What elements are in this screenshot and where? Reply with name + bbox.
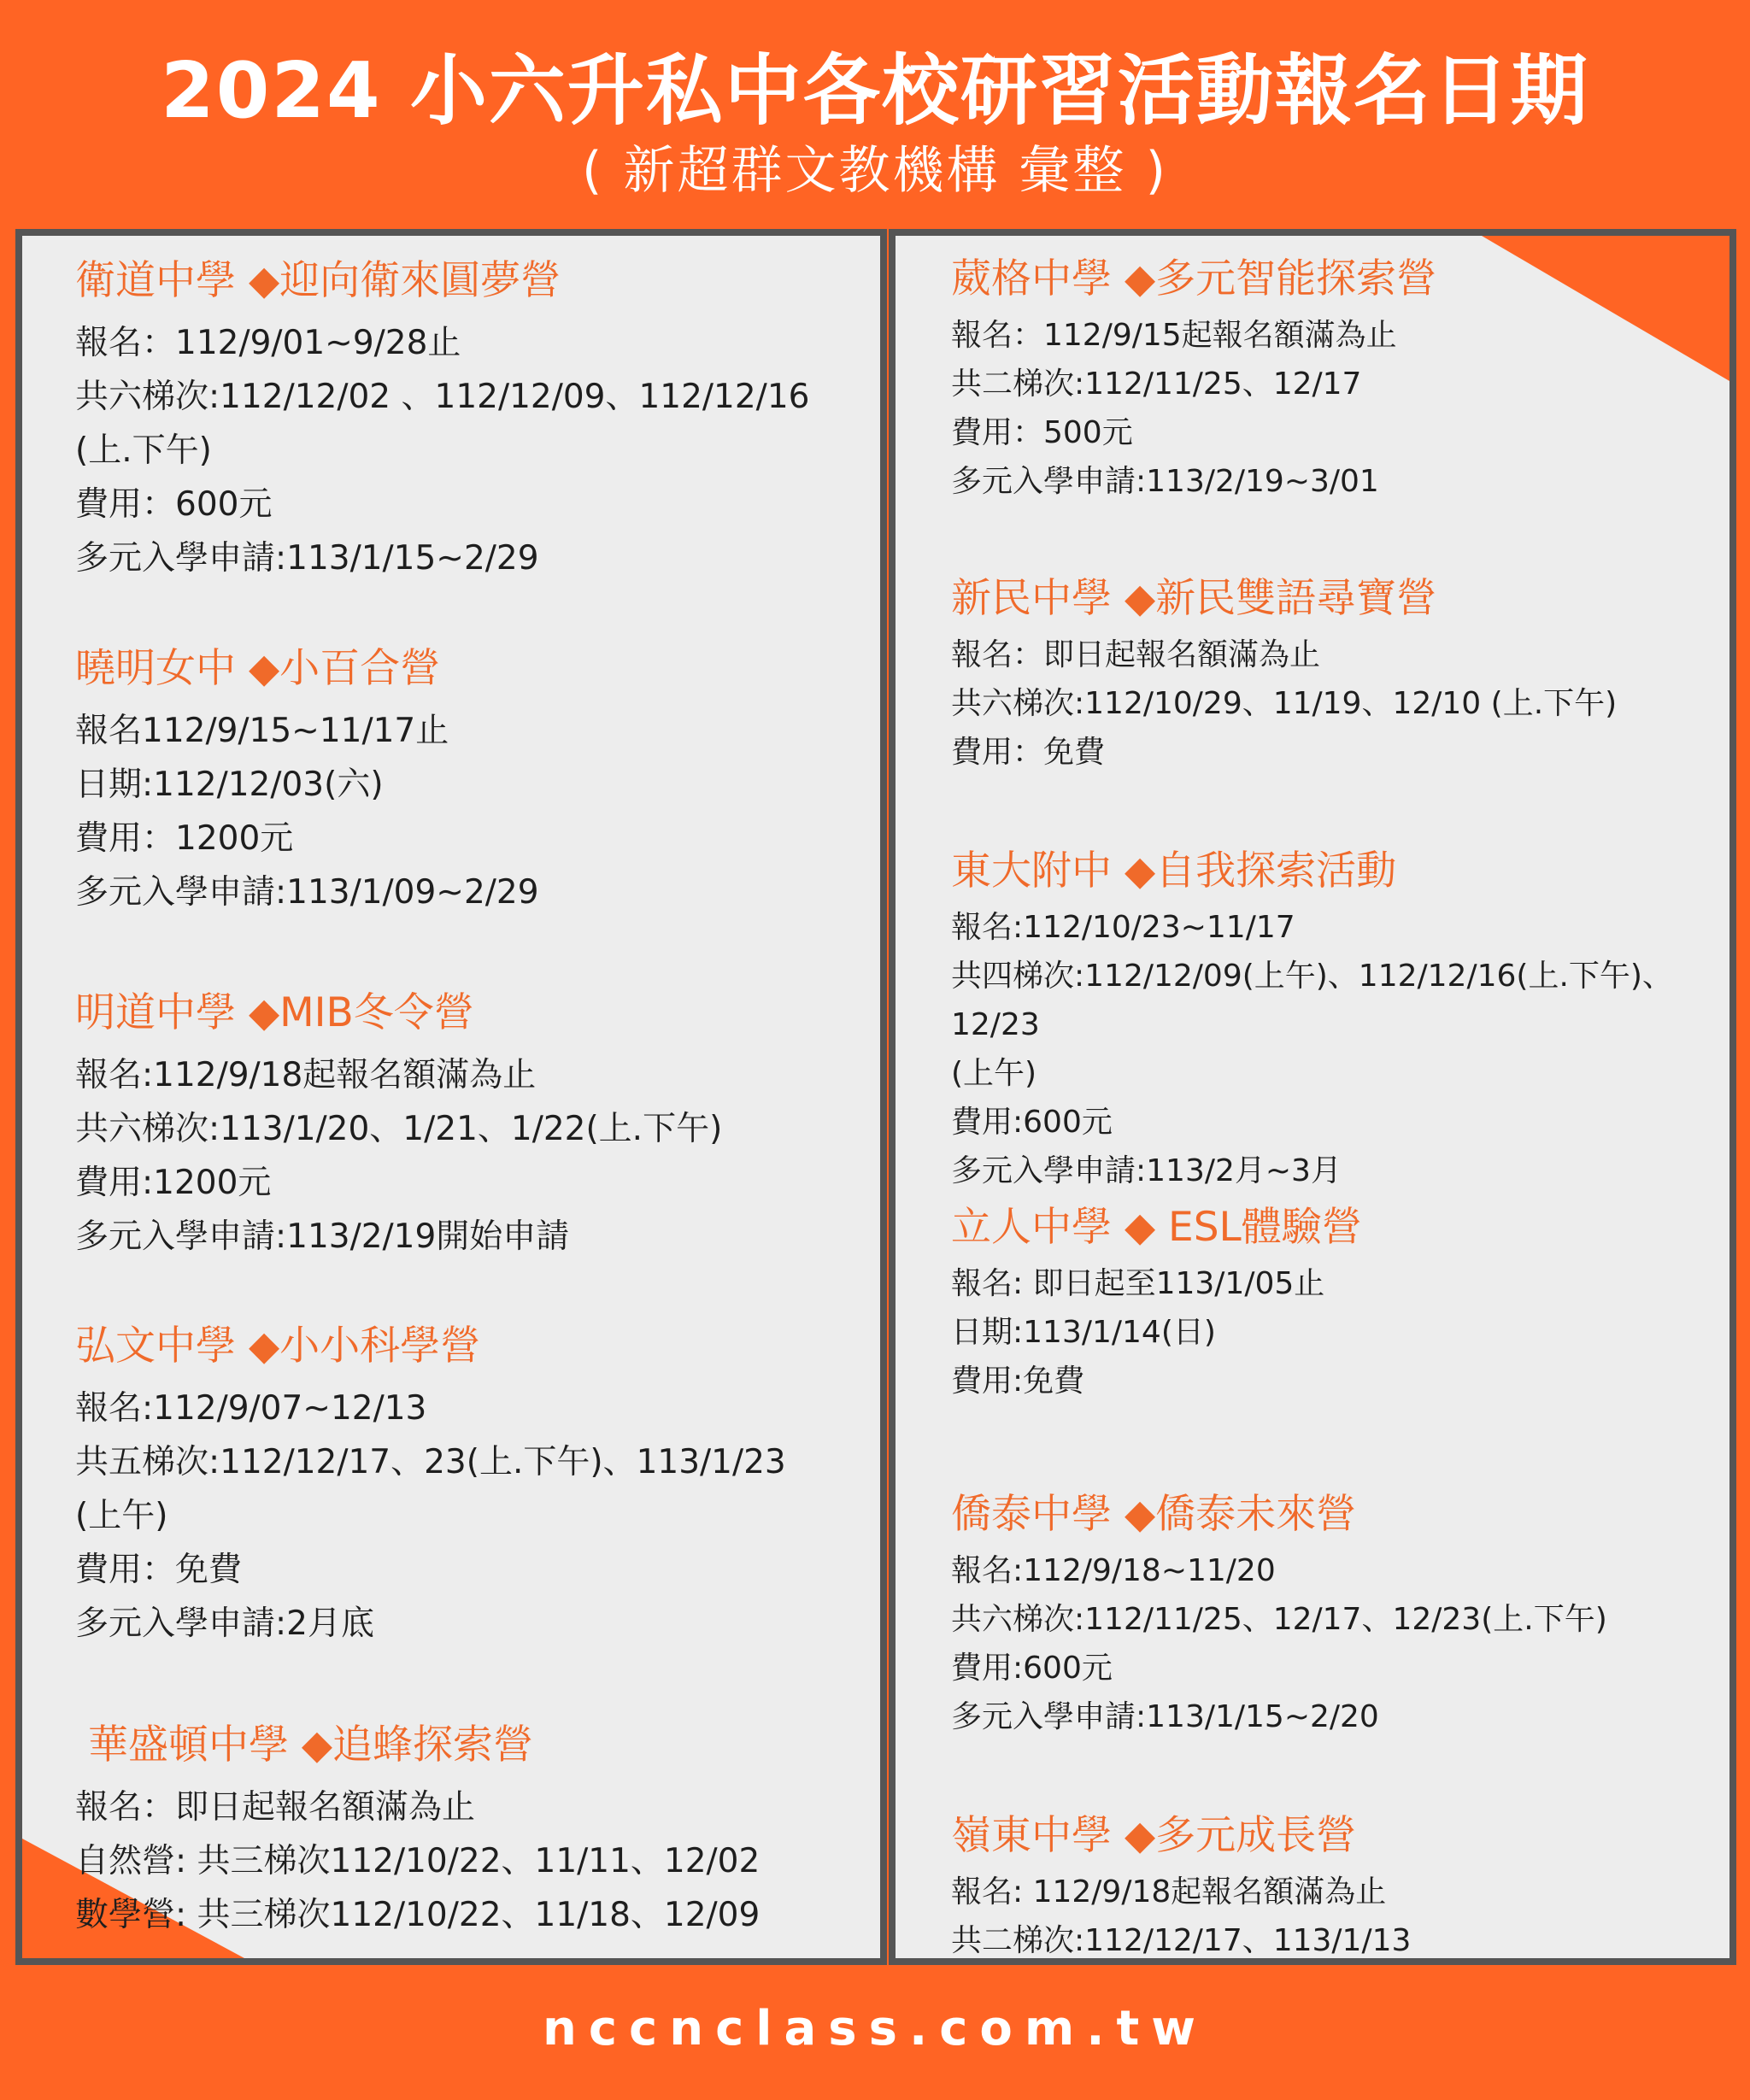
school-info-line: 共五梯次:112/12/17、23(上.下午)、113/1/23 (75, 1443, 786, 1481)
school-info-line: 共六梯次:112/12/02 、112/12/09、112/12/16 (75, 378, 810, 416)
school-block-mingdao (75, 985, 878, 1264)
school-heading: 僑泰中學 ◆僑泰未來營 (951, 1491, 1357, 1538)
school-block-lingdong (951, 1808, 1736, 1965)
school-info-line: 報名：112/9/15起報名額滿為止 (951, 318, 1397, 353)
school-block-weidao (75, 253, 878, 585)
school-info-line: 報名:112/9/07~12/13 (75, 1389, 427, 1428)
school-info-line: 費用:600元 (951, 1651, 1113, 1686)
school-info-line: 日期:112/12/03(六) (75, 766, 384, 804)
school-heading: 曉明女中 ◆小百合營 (75, 645, 441, 692)
school-info-line: 多元入學申請:2月底 (75, 1604, 374, 1643)
school-heading: 葳格中學 ◆多元智能探索營 (951, 255, 1437, 302)
school-block-washington (75, 1717, 878, 1942)
school-info-line: 費用：免費 (75, 1551, 243, 1589)
school-info-line: 多元入學申請:113/1/15~2/29 (75, 539, 539, 578)
school-info-line: 共六梯次:112/10/29、11/19、12/10 (上.下午) (951, 686, 1618, 721)
school-heading: 明道中學 ◆MIB冬令營 (75, 989, 474, 1036)
school-info-line: 報名:112/10/23~11/17 (951, 910, 1295, 945)
school-info-line: 數學營: 共三梯次112/10/22、11/18、12/09 (75, 1896, 760, 1934)
school-info-line: 報名112/9/15~11/17止 (75, 712, 449, 750)
school-heading: 華盛頓中學 ◆追蜂探索營 (75, 1722, 534, 1769)
school-heading: 嶺東中學 ◆多元成長營 (951, 1812, 1357, 1859)
school-block-xiaoming (75, 641, 878, 919)
school-heading: 衛道中學 ◆迎向衛來圓夢營 (75, 257, 561, 304)
page-title: 2024 小六升私中各校研習活動報名日期 (161, 46, 1589, 136)
school-info-line: 共六梯次:113/1/20、1/21、1/22(上.下午) (75, 1110, 723, 1148)
header-banner (0, 0, 1750, 229)
website-url: nccnclass.com.tw (542, 2001, 1208, 2056)
school-info-line: 費用:600元 (951, 1105, 1113, 1140)
left-panel (15, 229, 887, 1965)
school-heading: 東大附中 ◆自我探索活動 (951, 848, 1397, 895)
school-info-line: 費用：500元 (951, 415, 1133, 450)
school-info-line: 費用:免費 (951, 1364, 1085, 1399)
school-block-hongwen (75, 1318, 878, 1651)
school-info-line: 費用:1200元 (75, 1164, 272, 1202)
school-info-line: 費用：600元 (75, 485, 273, 524)
school-info-line: 費用：免費 (951, 735, 1106, 770)
school-info-line: 共四梯次:112/12/09(上午)、112/12/16(上.下午)、12/23 (951, 959, 1673, 1042)
school-info-line: 多元入學申請:113/2/19~3/01 (951, 464, 1379, 499)
school-info-line: 多元入學申請:113/2月~3月 (951, 1153, 1342, 1188)
school-info-line: 費用：1200元 (75, 819, 294, 858)
page-subtitle: ( 新超群文教機構 彙整 ) (581, 141, 1169, 201)
school-heading: 立人中學 ◆ ESL體驗營 (951, 1204, 1362, 1251)
school-info-line: (上午) (75, 1497, 168, 1535)
school-heading: 新民中學 ◆新民雙語尋寶營 (951, 575, 1437, 622)
school-info-line: 共二梯次:112/12/17、113/1/13 (951, 1923, 1412, 1958)
right-panel (889, 229, 1736, 1965)
school-block-weige (951, 251, 1736, 506)
school-info-line: 多元入學申請:113/1/09~2/29 (75, 873, 539, 912)
school-info-line: 共二梯次:112/11/25、12/17 (951, 367, 1362, 402)
school-info-line: 多元入學申請:113/1/15~2/20 (951, 1699, 1379, 1734)
school-info-line: 報名: 112/9/18起報名額滿為止 (951, 1874, 1387, 1909)
school-info-line: (上午) (951, 1056, 1037, 1091)
school-info-line: 報名：112/9/01~9/28止 (75, 324, 461, 362)
school-info-line: (上.下午) (75, 431, 212, 470)
footer-banner (0, 1965, 1750, 2100)
school-info-line: 日期:113/1/14(日) (951, 1315, 1216, 1350)
school-block-xinmin (951, 571, 1736, 777)
school-info-line: 共六梯次:112/11/25、12/17、12/23(上.下午) (951, 1602, 1607, 1637)
school-info-line: 自然營: 共三梯次112/10/22、11/11、12/02 (75, 1842, 760, 1880)
school-block-qiaotai (951, 1487, 1736, 1741)
school-block-liren (951, 1200, 1736, 1405)
school-info-line: 報名:112/9/18~11/20 (951, 1553, 1276, 1588)
school-block-dongda (951, 843, 1736, 1195)
school-info-line: 報名：即日起報名額滿為止 (951, 637, 1321, 672)
school-heading: 弘文中學 ◆小小科學營 (75, 1323, 481, 1370)
school-info-line: 報名:112/9/18起報名額滿為止 (75, 1056, 537, 1094)
school-info-line: 報名: 即日起至113/1/05止 (951, 1266, 1325, 1301)
school-info-line: 多元入學申請:113/2/19開始申請 (75, 1217, 570, 1256)
school-info-line: 報名：即日起報名額滿為止 (75, 1788, 476, 1827)
